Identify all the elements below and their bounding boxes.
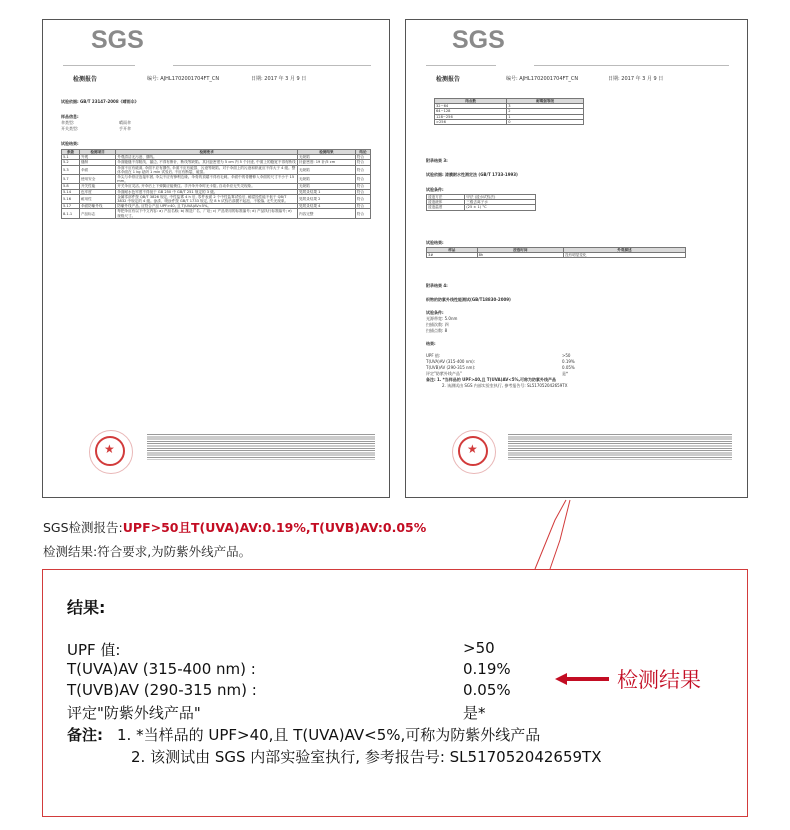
note-line: 备注: 1. *当样品的 UPF>40,且 T(UVA)AV<5%,可称为防紫外线产品 <box>426 377 557 382</box>
table-cell: 无缺陷 <box>298 184 356 189</box>
test-standard: 试验依据: GB/T 23147-2008《晴雨伞》 <box>61 99 139 104</box>
uv-label: T(UVA)AV (315-400 nm): <box>426 359 476 364</box>
table-cell: 伞面防紫外线 <box>79 204 115 209</box>
caption-line-2: 检测结果:符合要求,为防紫外线产品。 <box>43 544 252 559</box>
table-cell: 符合 <box>355 184 370 189</box>
table-cell: 见附录结果 4 <box>298 204 356 209</box>
table-header-cell: 耐霉强等级 <box>507 99 584 104</box>
table-cell: 符合 <box>355 189 370 194</box>
zoom-label: T(UVB)AV (290-315 nm) : <box>67 681 257 699</box>
table-header-cell: 检测要求 <box>116 150 298 155</box>
table-cell: 甲法 (浸水试验法) <box>465 195 536 200</box>
arrow-left-icon <box>555 671 611 687</box>
table-cell: 2 <box>507 109 584 114</box>
table-cell: 32~64 <box>435 104 507 109</box>
uv-value: 是* <box>562 371 568 376</box>
table-cell: 伞面不应有破洞, 伞面不应有绷伤, 伞面不应有破损、污迹等缺陷。对于伞面上的污迹和织疵应不得大于 4 级。整体伞面在 1 kg 砝码 1 min 试验后, 不应有断裂、破损。 <box>116 165 298 174</box>
table-header-cell: 浸泡时间 <box>477 248 563 253</box>
appendix-4-title: 附录结果 4: <box>426 283 448 288</box>
table-cell: 0 <box>507 119 584 124</box>
table-cell: 开关性能 <box>79 184 115 189</box>
table-cell: 5.7 <box>62 175 80 184</box>
uv-value: >50 <box>562 353 571 358</box>
table-cell: 5.2 <box>62 160 80 165</box>
zoom-label: T(UVA)AV (315-400 nm) : <box>67 660 256 678</box>
report-title: 检测报告 <box>73 76 98 83</box>
note-line: 2. 该测试由 SGS 内部实验室执行, 参考报告号: SL517052042659TX <box>442 383 568 388</box>
table-cell: 伞面 <box>79 165 115 174</box>
report-date: 日期: 2017 年 3 月 9 日 <box>251 76 307 82</box>
table-cell: 三级去离子水 <box>465 200 536 205</box>
table-cell: 无缺陷 <box>298 155 356 160</box>
table-cell: 5.14 <box>62 189 80 194</box>
zoom-label: 评定"防紫外线产品" <box>67 704 201 722</box>
table-cell: 色牢度 <box>79 189 115 194</box>
caption-line-1 <box>43 518 426 536</box>
table-cell: 浸泡方法 <box>427 195 465 200</box>
table-cell: 无缺陷 <box>298 175 356 184</box>
table-cell: 见附录结果 2 <box>298 194 356 203</box>
sgs-logo: SGS <box>91 26 144 54</box>
table-cell: 符合 <box>355 160 370 165</box>
report-date: 日期: 2017 年 3 月 9 日 <box>608 76 664 82</box>
uv-label: UPF 值: <box>426 353 441 358</box>
table-cell: 5.17 <box>62 204 80 209</box>
table-cell: 每把伞应有以下中文内容: a) 产品名称; b) 制造厂名、厂址; c) 产品采用的标准编号; d) 产品执行标准编号; e) 规格尺寸。 <box>116 209 298 218</box>
table-cell: 5.3 <box>62 165 80 174</box>
zoom-value: >50 <box>463 639 495 657</box>
table-header-cell: 检测结果 <box>298 150 356 155</box>
table-cell: 针距密度: 19 针/5 cm <box>298 160 356 165</box>
note-label: 备注: <box>67 726 103 744</box>
report-title: 检测报告 <box>436 76 461 83</box>
table-cell: 128~256 <box>435 114 507 119</box>
table-header-cell: 纬点数 <box>435 99 507 104</box>
table-cell: 防紫外线产品, 应符合产品 UPF>40, 且 T(UVA)AV<5%。 <box>116 204 298 209</box>
table-cell: 5.1 <box>62 155 80 160</box>
appendix-3-title: 附录结果 3: <box>426 158 448 163</box>
table-cell: 耐用性 <box>79 194 115 203</box>
table-cell: 符合 <box>355 165 370 174</box>
table-cell: 64~128 <box>435 109 507 114</box>
conditions-title: 试验条件: <box>426 310 444 315</box>
table-cell: 外观 <box>79 155 115 160</box>
table-cell: 符合 <box>355 209 370 218</box>
report-number: 编号: AJHL170200170​4FT_CN <box>147 76 220 82</box>
report-number: 编号: AJHL170200170​4FT_CN <box>506 76 579 82</box>
sample-info-label: 伞类型: <box>61 120 75 125</box>
appendix-3-standard: 试验依据: 漆膜耐水性测定法 (GB/T 1733-1993) <box>426 172 518 177</box>
caption-prefix: SGS检测报告: <box>43 520 123 535</box>
condition-line: 扫描次数: 四 <box>426 322 449 327</box>
results-title: 试验结果: <box>61 141 79 146</box>
table-cell: 使用安全 <box>79 175 115 184</box>
zoom-value: 是* <box>463 704 486 722</box>
table-cell: 5.16 <box>62 194 80 203</box>
table-cell: >256 <box>435 119 507 124</box>
table-cell: 符合 <box>355 194 370 203</box>
table-cell: 8.1.1 <box>62 209 80 218</box>
condition-line: 光源带宽: 5.0nm <box>426 316 458 321</box>
table-cell: 符合 <box>355 204 370 209</box>
table-cell: 伞尖与伞骨应连接牢固, 伞尖不应有锋利边缘。伞骨的顶端不得有毛刺。伞面中的骨槽伸入伞面的尺寸不小于 15 mm。 <box>116 175 298 184</box>
table-cell: 外观清洁无污迹、绷线。 <box>116 155 298 160</box>
table-cell: 浸泡液体 <box>427 200 465 205</box>
results-title: 试验结果: <box>426 240 444 245</box>
table-cell: 浸泡温度 <box>427 205 465 210</box>
uv-label: 评定"防紫外线产品" <box>426 371 462 376</box>
zoom-value: 0.05% <box>463 681 511 699</box>
table-cell: 5.8 <box>62 184 80 189</box>
table-cell: (25 ± 1) °C <box>465 205 536 210</box>
table-cell: 没有明显变化 <box>563 253 685 258</box>
table-header-cell: 结论 <box>355 150 370 155</box>
caption-highlight: UPF>50且T(UVA)AV:0.19%,T(UVB)AV:0.05% <box>122 520 427 535</box>
sample-info-label: 开关类型: <box>61 126 79 131</box>
table-cell: 1 <box>507 114 584 119</box>
sample-info-value: 手开伞 <box>119 126 131 131</box>
result-arrow-label: 检测结果 <box>617 668 701 692</box>
table-header-cell: 样品 <box>427 248 478 253</box>
uv-value: 0.19% <box>562 359 575 364</box>
table-cell: 内容完整 <box>298 209 356 218</box>
table-header-cell: 外观描述 <box>563 248 685 253</box>
table-cell: 符合 <box>355 155 370 160</box>
sgs-logo: SGS <box>452 26 505 54</box>
uv-value: 0.05% <box>562 365 575 370</box>
table-cell: 无缺陷 <box>298 165 356 174</box>
appendix-4-standard: 织物的防紫外线性能测试(GB/T18830-2009) <box>426 297 511 302</box>
sample-info-title: 样品信息: <box>61 114 79 119</box>
table-cell: 金属零部件按 QB/T 3826 规定, 中性盐雾 4 h 后, 零件表面 2 个中性盐雾试验后, 耐腐蚀性能不低于 QB/T 3832 中规定的 4 级。涂漆、喷涂件按 GB/T 1733 规定, 经 8 h 试验后漆膜不起泡、不脱落, 无失光现象。 <box>116 194 298 203</box>
zoom-label: UPF 值: <box>67 641 121 659</box>
results-title: 结果: <box>426 341 436 346</box>
table-cell: 伞面缝缝不得脱线、漏边, 不得有断针、断线等缺陷。其针距密度为 5 cm 内 5 个针迹, 中面上的缝宽不得有断线 <box>117 160 296 165</box>
sample-info-value: 晴雨伞 <box>119 120 131 125</box>
condition-line: 扫描点数: 8 <box>426 328 448 333</box>
table-cell: 3# <box>427 253 478 258</box>
table-cell: 伞面耐水色牢度不得低于 GB 250 中 GB/T 251 规定的 3 级。 <box>116 189 298 194</box>
table-cell: 产品标志 <box>79 209 115 218</box>
table-cell: 开关伞应灵活, 开伞后上下弹簧应能锁住。手开伞开伞时无卡阻, 自动伞应无失灵现象。 <box>116 184 298 189</box>
table-cell: 8h <box>477 253 563 258</box>
uv-label: T(UVB)AV (290-315 nm): <box>426 365 476 370</box>
note-1: 1. *当样品的 UPF>40,且 T(UVA)AV<5%,可称为防紫外线产品 <box>117 726 541 744</box>
table-cell: 符合 <box>355 175 370 184</box>
table-header-cell: 检测项目 <box>79 150 115 155</box>
note-2: 2. 该测试由 SGS 内部实验室执行, 参考报告号: SL517052042659TX <box>131 748 602 766</box>
table-cell: 缝制 <box>79 160 115 165</box>
table-cell: 见附录结果 1 <box>298 189 356 194</box>
zoom-value: 0.19% <box>463 660 511 678</box>
table-header-cell: 条款 <box>62 150 80 155</box>
zoom-title: 结果: <box>67 598 106 617</box>
conditions-title: 试验条件: <box>426 187 444 192</box>
table-cell: 3 <box>507 104 584 109</box>
